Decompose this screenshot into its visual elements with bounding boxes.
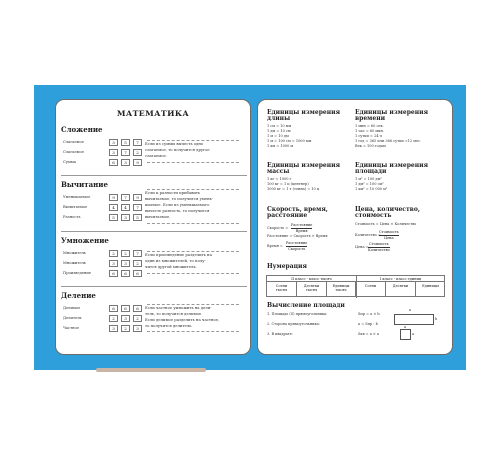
cell: 3	[121, 315, 130, 322]
row-label: Уменьшаемое	[63, 195, 91, 199]
cell: 2	[133, 260, 142, 267]
square-shape	[400, 329, 411, 340]
speed-formula-1-lhs: Скорость =	[267, 226, 289, 230]
cell: 5	[121, 139, 130, 146]
speed-formula-1-fraction: Расстояние Время	[291, 223, 313, 233]
section-title: Деление	[61, 291, 96, 300]
cell: 4	[121, 204, 130, 211]
cell: 2	[133, 315, 142, 322]
square-side-label-top: a	[404, 325, 407, 329]
area-calc-item-2-formula: a = Sпр : b	[358, 322, 378, 326]
guide-line	[147, 331, 239, 332]
area-calc-item-1-label: 1. Площадь (S) прямоугольника:	[267, 312, 328, 316]
cell: 5	[133, 214, 142, 221]
rule-text: Если из суммы вычесть одно слагаемое, то получится другое слагаемое.	[145, 141, 210, 158]
price-formula-2-fraction: Стоимость Цена	[379, 230, 399, 240]
guide-line	[147, 273, 239, 274]
cell: 2	[109, 315, 118, 322]
row-label: Делитель	[63, 316, 82, 320]
table-cell: Сотни	[356, 282, 386, 297]
cell: 6	[133, 305, 142, 312]
cell: 7	[133, 139, 142, 146]
class-thousands-header: II класс - класс тысяч	[267, 276, 356, 282]
rectangle-side-a-label: a	[409, 308, 412, 312]
cell: 6	[109, 270, 118, 277]
cell: 5	[109, 214, 118, 221]
price-title: Цена, количество, стоимость	[355, 206, 420, 220]
row-label: Сумма	[63, 160, 76, 164]
cell: 6	[109, 305, 118, 312]
area-calc-item-3-label: 3. В квадрате:	[267, 332, 294, 336]
cell: 7	[133, 204, 142, 211]
cell: 3	[109, 139, 118, 146]
area-calc-item-1-formula: Sпр = a × b	[358, 312, 380, 316]
section-title: Сложение	[61, 125, 103, 134]
rule-text: Если частное умножить на дели- тель, то получится делимое. Если делимое разделить на частное, то получится делитель.	[145, 305, 220, 328]
mass-units-list: 1 кг = 1000 г 100 кг = 1 ц (центнер) 1000 кг = 1 т (тонна) = 10 ц	[267, 177, 320, 191]
price-formula-3-fraction: Стоимость Количество	[368, 242, 390, 252]
cell: 6	[121, 270, 130, 277]
numeration-title: Нумерация	[267, 263, 307, 270]
cell: 7	[121, 149, 130, 156]
cell: 7	[133, 250, 142, 257]
cell: 3	[121, 214, 130, 221]
row-label: Слагаемое	[63, 150, 84, 154]
cell: 9	[109, 194, 118, 201]
cell: 9	[133, 194, 142, 201]
divider	[61, 286, 247, 287]
speed-formula-3-lhs: Время =	[267, 244, 283, 248]
rectangle-shape	[394, 314, 434, 325]
speed-title: Скорость, время, расстояние	[267, 206, 328, 220]
section-title: Вычитание	[61, 180, 108, 189]
rectangle-side-b-label: b	[435, 317, 438, 321]
area-units-title: Единицы измерения площади	[355, 162, 428, 176]
speed-formula-2: Расстояние = Скорость × Время	[267, 234, 328, 238]
guide-line	[147, 223, 239, 224]
length-units-list: 1 см = 10 мм 1 дм = 10 см 1 м = 10 дм 1 м = 100 см = 1000 мм 1 км = 1000 м	[267, 124, 312, 148]
right-page	[257, 99, 453, 355]
left-page	[55, 99, 251, 355]
table-cell: Единицы тысяч	[327, 282, 356, 297]
cell: 3	[109, 149, 118, 156]
area-calc-title: Вычисление площади	[267, 302, 345, 309]
row-label: Частное	[63, 326, 80, 330]
numeration-table	[266, 275, 445, 297]
cell: 6	[109, 159, 118, 166]
cell: 2	[109, 250, 118, 257]
divider	[61, 231, 247, 232]
area-units-list: 1 м² = 100 дм² 1 дм² = 100 см² 1 км² = 10 000 м²	[355, 177, 388, 191]
cell: 3	[109, 325, 118, 332]
cell: 4	[109, 204, 118, 211]
row-label: Вычитаемое	[63, 205, 88, 209]
section-title: Умножение	[61, 236, 109, 245]
row-label: Множитель	[63, 251, 86, 255]
row-label: Разность	[63, 215, 81, 219]
cell: 2	[121, 250, 130, 257]
area-calc-item-3-formula: Sкв = a × a	[358, 332, 380, 336]
time-units-list: 1 мин = 60 сек. 1 час = 60 мин. 1 сутки = 24 ч 1 год = 365 или 366 сутки =12 мес. Век = 100 годам	[355, 124, 422, 148]
rule-text: Если произведение разделить на один из множителей, то полу- чится другой множитель.	[145, 252, 212, 269]
cell: 7	[121, 194, 130, 201]
table-cell: Десятки	[386, 282, 416, 297]
page-title: МАТЕМАТИКА	[116, 109, 190, 118]
table-cell: Единицы	[422, 283, 439, 288]
row-label: Слагаемое	[63, 140, 84, 144]
guide-line	[147, 162, 239, 163]
cell: 2	[133, 149, 142, 156]
row-label: Делимое	[63, 306, 81, 310]
cell: 9	[133, 159, 142, 166]
row-label: Произведение	[63, 271, 92, 275]
cell: 3	[133, 325, 142, 332]
length-units-title: Единицы измерения длины	[267, 109, 340, 123]
table-cell: Сотни тысяч	[267, 282, 297, 297]
mass-units-title: Единицы измерения массы	[267, 162, 340, 176]
price-formula-2-lhs: Количество =	[355, 233, 381, 237]
table-cell: Десятки тысяч	[297, 282, 327, 297]
cell: 3	[121, 159, 130, 166]
time-units-title: Единицы измерения времени	[355, 109, 428, 123]
class-units-header: I класс - класс единиц	[356, 276, 445, 282]
cell: 2	[121, 325, 130, 332]
cell: 3	[121, 260, 130, 267]
divider	[61, 175, 247, 176]
square-side-label-right: a	[412, 332, 415, 336]
cell: 6	[133, 270, 142, 277]
cell: 6	[121, 305, 130, 312]
price-formula-3-lhs: Цена =	[355, 245, 369, 249]
price-formula-1: Стоимость = Цена × Количество	[355, 222, 417, 226]
cell: 3	[109, 260, 118, 267]
rule-text: Если к разности прибавить вычитаемое, то получится умень- шаемое. Если из уменьшаемого вычесть разность, то получится вычитаемое.	[145, 190, 213, 219]
row-label: Множитель	[63, 261, 86, 265]
speed-formula-3-fraction: Расстояние Скорость	[286, 241, 308, 251]
cover-shadow	[96, 368, 206, 372]
area-calc-item-2-label: 2. Сторона прямоугольника:	[267, 322, 320, 326]
